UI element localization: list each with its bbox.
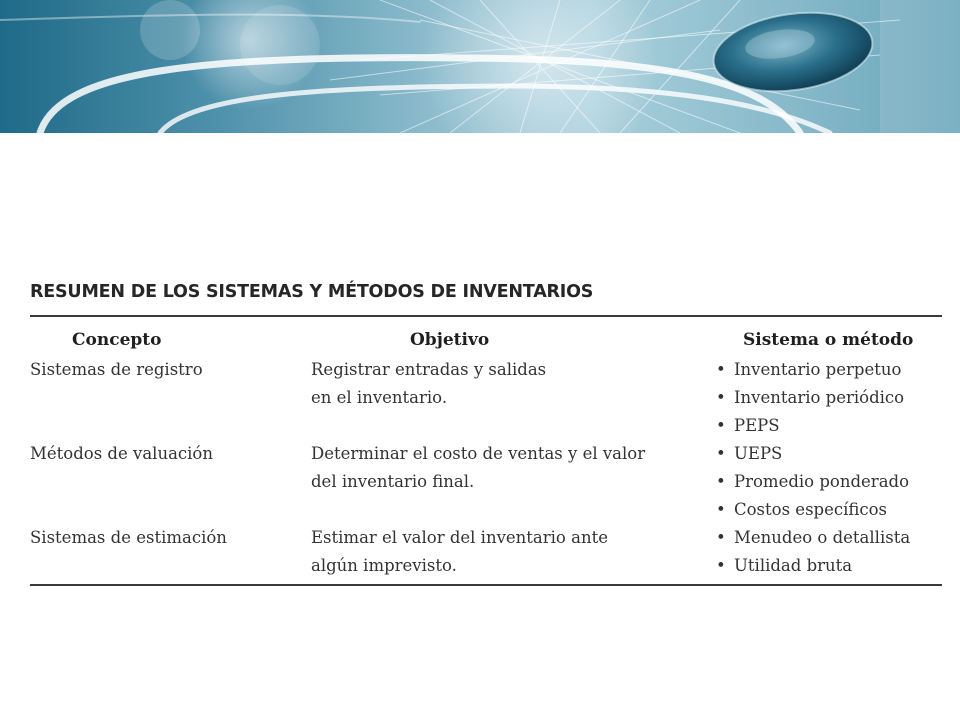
method-item — [716, 356, 910, 384]
bullet-icon: • — [716, 472, 726, 491]
row-3-objetivo-line-2: algún imprevisto. — [311, 556, 457, 575]
document-title: RESUMEN DE LOS SISTEMAS Y MÉTODOS DE INVENTARIOS — [30, 282, 594, 302]
method-item — [716, 384, 910, 412]
bullet-icon: • — [716, 360, 726, 379]
methods-list — [716, 356, 910, 580]
method-label: Promedio ponderado — [734, 472, 910, 491]
method-item — [716, 552, 910, 580]
row-2-objetivo-line-2: del inventario final. — [311, 472, 475, 491]
method-item — [716, 496, 910, 524]
bullet-icon: • — [716, 528, 726, 547]
method-item — [716, 412, 910, 440]
header-banner — [0, 0, 960, 133]
table-top-rule — [30, 315, 942, 317]
method-label: Utilidad bruta — [734, 556, 853, 575]
row-1-objetivo-line-2: en el inventario. — [311, 388, 448, 407]
method-item — [716, 524, 910, 552]
method-label: UEPS — [734, 444, 783, 463]
method-label: Inventario perpetuo — [734, 360, 902, 379]
row-2-concepto: Métodos de valuación — [30, 444, 213, 463]
method-item — [716, 440, 910, 468]
method-label: Costos específicos — [734, 500, 888, 519]
banner-graphic — [0, 0, 960, 133]
row-2-objetivo-line-1: Determinar el costo de ventas y el valor — [311, 444, 646, 463]
column-header-sistema: Sistema o método — [743, 330, 914, 350]
method-label: Menudeo o detallista — [734, 528, 911, 547]
method-item — [716, 468, 910, 496]
method-label: PEPS — [734, 416, 780, 435]
column-header-concepto: Concepto — [72, 330, 162, 350]
bullet-icon: • — [716, 500, 726, 519]
bullet-icon: • — [716, 388, 726, 407]
row-3-concepto: Sistemas de estimación — [30, 528, 227, 547]
row-1-objetivo-line-1: Registrar entradas y salidas — [311, 360, 547, 379]
row-3-objetivo-line-1: Estimar el valor del inventario ante — [311, 528, 608, 547]
table-bottom-rule — [30, 584, 942, 586]
column-header-objetivo: Objetivo — [410, 330, 490, 350]
bullet-icon: • — [716, 416, 726, 435]
row-1-concepto: Sistemas de registro — [30, 360, 203, 379]
bullet-icon: • — [716, 556, 726, 575]
method-label: Inventario periódico — [734, 388, 905, 407]
bullet-icon: • — [716, 444, 726, 463]
